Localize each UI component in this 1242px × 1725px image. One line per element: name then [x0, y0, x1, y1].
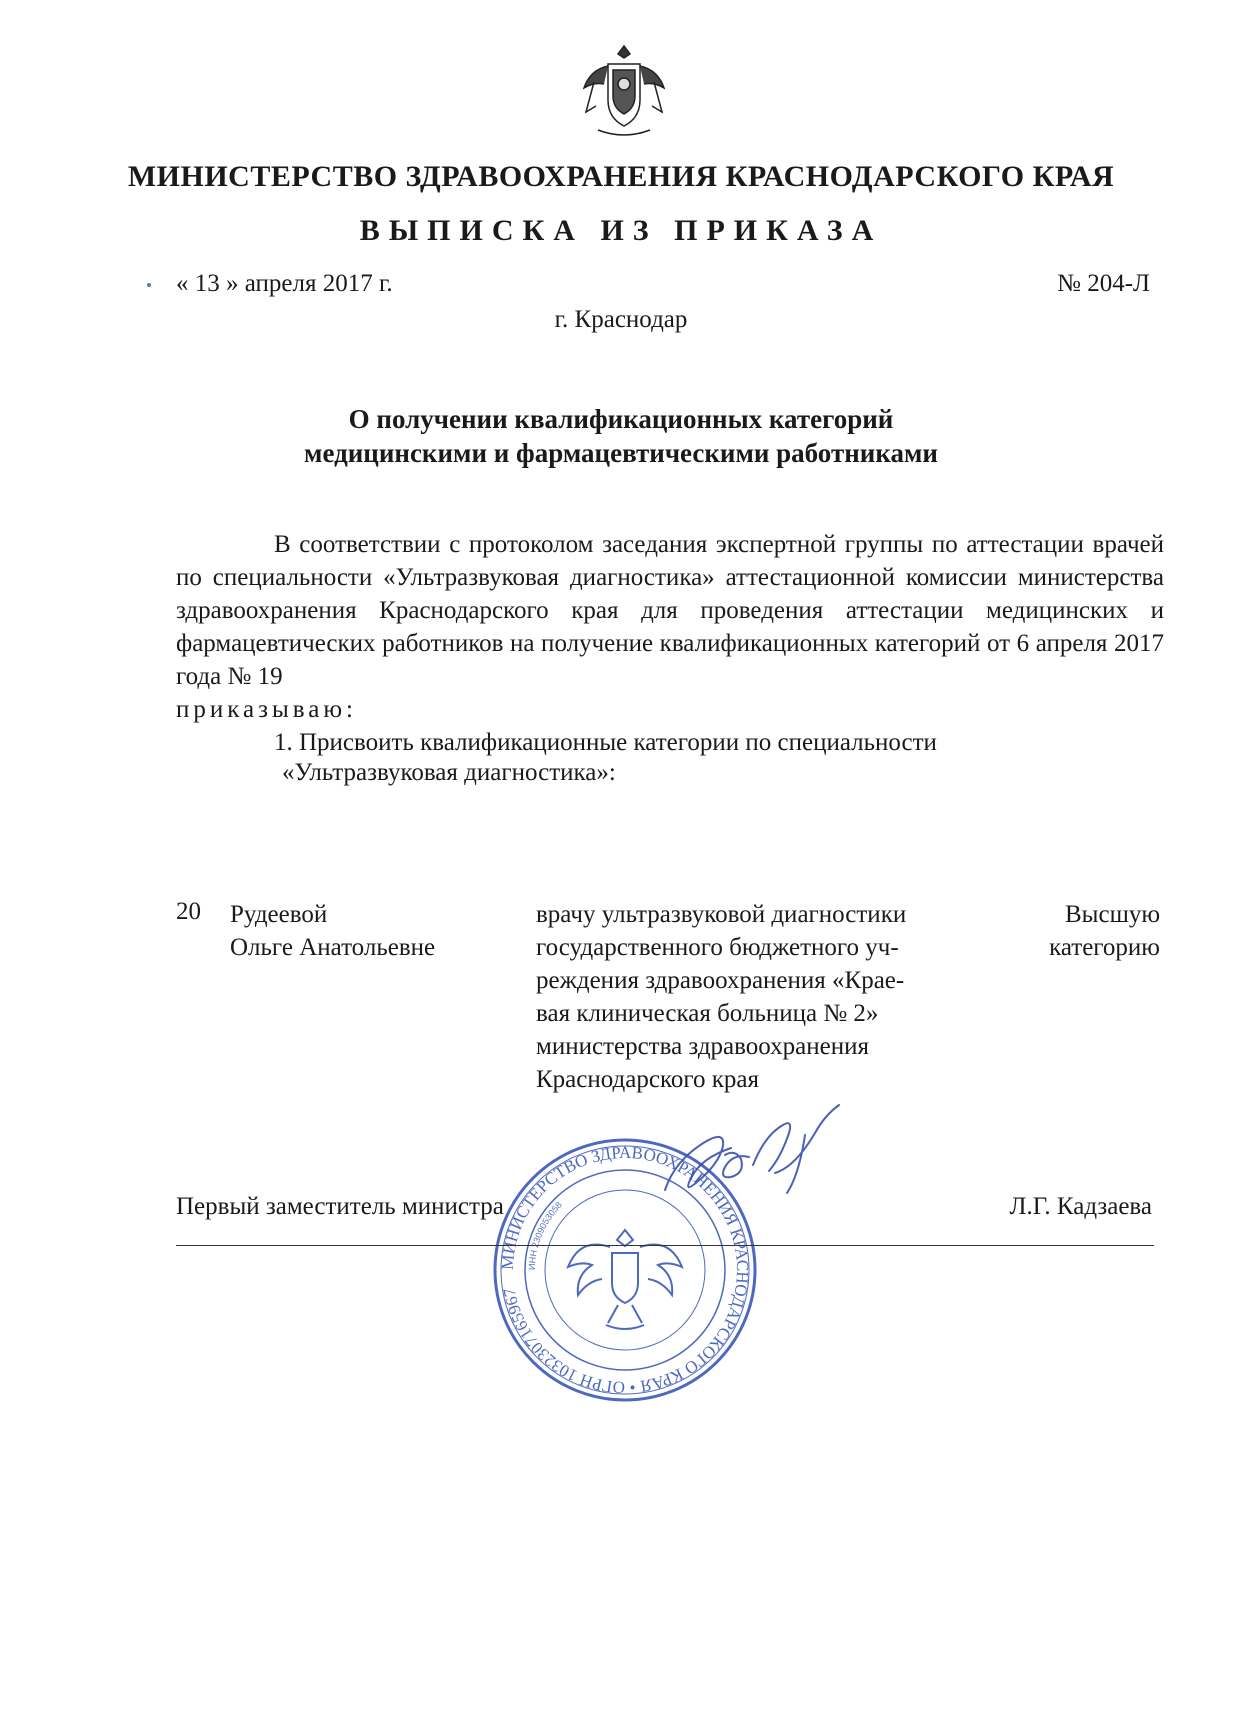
- subject-line-1: О получении квалификационных категорий: [348, 404, 894, 434]
- order-subject: [0, 402, 1242, 470]
- position-line-1: врачу ультразвуковой диагностики: [536, 901, 907, 928]
- position-line-4: вая клиническая больница № 2»: [536, 1000, 879, 1027]
- handwritten-signature: [655, 1095, 855, 1215]
- document-type-title: ВЫПИСКА ИЗ ПРИКАЗА: [359, 214, 883, 247]
- signatory-title: Первый заместитель министра: [176, 1193, 504, 1220]
- bottom-divider: [176, 1245, 1154, 1246]
- svg-text:ИНН 2309053058: ИНН 2309053058: [526, 1199, 564, 1271]
- order-word: приказываю:: [176, 696, 357, 723]
- category-line-1: Высшую: [1065, 901, 1160, 928]
- table-row-number: 20: [176, 898, 201, 925]
- scan-dot: [147, 283, 151, 287]
- category-line-2: категорию: [1049, 934, 1160, 961]
- subject-line-2: медицинскими и фармацевтическими работниками: [304, 438, 938, 468]
- ministry-title: МИНИСТЕРСТВО ЗДРАВООХРАНЕНИЯ КРАСНОДАРСКОГО КРАЯ: [127, 160, 1115, 193]
- svg-text:МИНИСТЕРСТВО ЗДРАВООХРАНЕНИЯ К: МИНИСТЕРСТВО ЗДРАВООХРАНЕНИЯ КРАСНОДАРСКОГО КРАЯ • ОГРН 1032307165967: [497, 1142, 753, 1398]
- order-item-1-specialty: «Ультразвуковая диагностика»:: [282, 759, 616, 786]
- coat-of-arms-emblem: [578, 42, 670, 142]
- order-number: № 204-Л: [1057, 270, 1150, 297]
- order-date: « 13 » апреля 2017 г.: [176, 270, 393, 297]
- signatory-name: Л.Г. Кадзаева: [1009, 1193, 1152, 1220]
- preamble-paragraph: В соответствии с протоколом заседания экспертной группы по аттестации врачей по специальности «Ультразвуковая диагностика» аттестационной комиссии министерства здравоохранения Краснодарского края для проведения аттестации медицинских и фармацевтических работников на получение квалификационных категорий от 6 апреля 2017 года № 19: [176, 531, 1164, 690]
- name-line-1: Рудеевой: [230, 901, 328, 928]
- position-line-6: Краснодарского края: [536, 1066, 759, 1093]
- table-row-position: [536, 898, 986, 1096]
- name-line-2: Ольге Анатольевне: [230, 934, 436, 961]
- order-preamble: [176, 528, 1164, 726]
- position-line-3: реждения здравоохранения «Крае-: [536, 967, 905, 994]
- order-item-1: 1. Присвоить квалификационные категории по специальности: [274, 729, 937, 756]
- table-row-name: [230, 898, 435, 964]
- order-city: г. Краснодар: [554, 306, 688, 333]
- position-line-5: министерства здравоохранения: [536, 1033, 869, 1060]
- table-row-category: [1010, 898, 1160, 964]
- position-line-2: государственного бюджетного уч-: [536, 934, 899, 961]
